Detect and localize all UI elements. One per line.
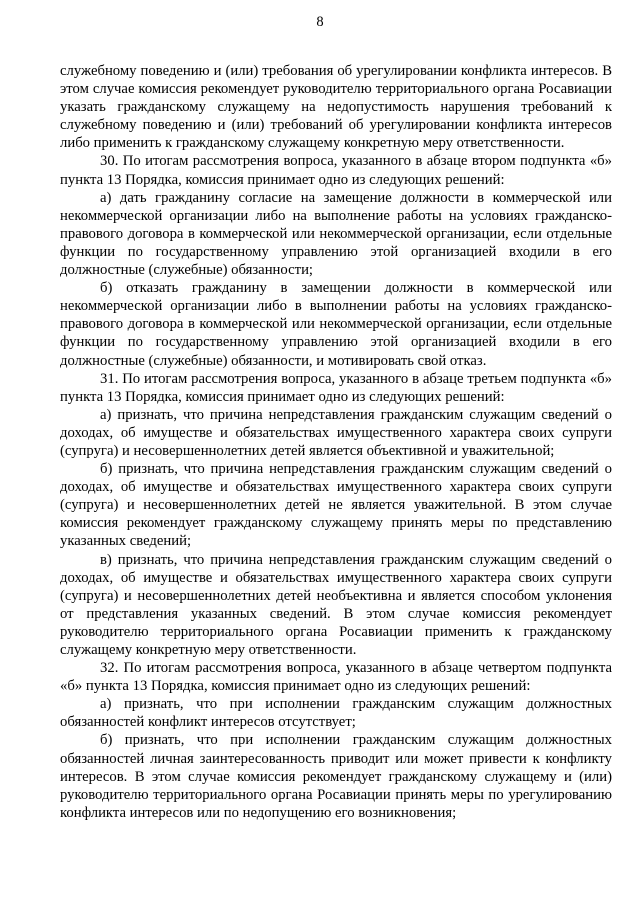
paragraph-item-30: 30. По итогам рассмотрения вопроса, указанного в абзаце втором подпункта «б» пункта 13 Порядка, комиссия принимает одно из следующих решений:: [60, 153, 612, 188]
document-body: [60, 62, 612, 822]
paragraph-item-30a: а) дать гражданину согласие на замещение должности в коммерческой или некоммерческой организации либо на выполнение работы на условиях гражданско-правового договора в коммерческой или некоммерческой организации, если отдельные функции по государственному управлению этой организацией входили в его должностные (служебные) обязанности;: [60, 189, 612, 279]
paragraph-item-31v: в) признать, что причина непредставления гражданским служащим сведений о доходах, об имуществе и обязательствах имущественного характера своих супруги (супруга) и несовершеннолетних детей необъективна и является способом уклонения от представления указанных сведений. В этом случае комиссия рекомендует руководителю территориального органа Росавиации применить к гражданскому служащему конкретную меру ответственности.: [60, 551, 612, 658]
paragraph-item-31: 31. По итогам рассмотрения вопроса, указанного в абзаце третьем подпункта «б» пункта 13 Порядка, комиссия принимает одно из следующих решений:: [60, 370, 612, 405]
paragraph-item-32a: а) признать, что при исполнении гражданским служащим должностных обязанностей конфликт интересов отсутствует;: [60, 696, 612, 731]
paragraph-item-31b: б) признать, что причина непредставления гражданским служащим сведений о доходах, об имуществе и обязательствах имущественного характера своих супруги (супруга) и несовершеннолетних детей не является уважительной. В этом случае комиссия рекомендует гражданскому служащему принять меры по представлению указанных сведений;: [60, 461, 612, 550]
paragraph-item-32b: б) признать, что при исполнении гражданским служащим должностных обязанностей личная заинтересованность приводит или может привести к конфликту интересов. В этом случае комиссия рекомендует гражданскому служащему и (или) руководителю территориального органа Росавиации принять меры по урегулированию конфликта интересов или по недопущению его возникновения;: [60, 732, 612, 821]
page-number: 8: [316, 14, 324, 30]
paragraph-item-30b: б) отказать гражданину в замещении должности в коммерческой или некоммерческой организации либо в выполнении работы на условиях гражданско-правового договора в коммерческой или некоммерческой организации, если отдельные функции по государственному управлению этой организацией входили в его должностные (служебные) обязанности, и мотивировать свой отказ.: [60, 280, 612, 369]
paragraph-item-31a: а) признать, что причина непредставления гражданским служащим сведений о доходах, об имуществе и обязательствах имущественного характера своих супруги (супруга) и несовершеннолетних детей является объективной и уважительной;: [60, 406, 612, 459]
paragraph-item-32: 32. По итогам рассмотрения вопроса, указанного в абзаце четвертом подпункта «б» пункта 13 Порядка, комиссия принимает одно из следующих решений:: [60, 660, 612, 695]
paragraph-continuation: служебному поведению и (или) требования об урегулировании конфликта интересов. В этом случае комиссия рекомендует руководителю территориального органа Росавиации указать гражданскому служащему на недопустимость нарушения требований к служебному поведению и (или) требований об урегулировании конфликта интересов либо применить к гражданскому служащему конкретную меру ответственности.: [60, 63, 612, 152]
